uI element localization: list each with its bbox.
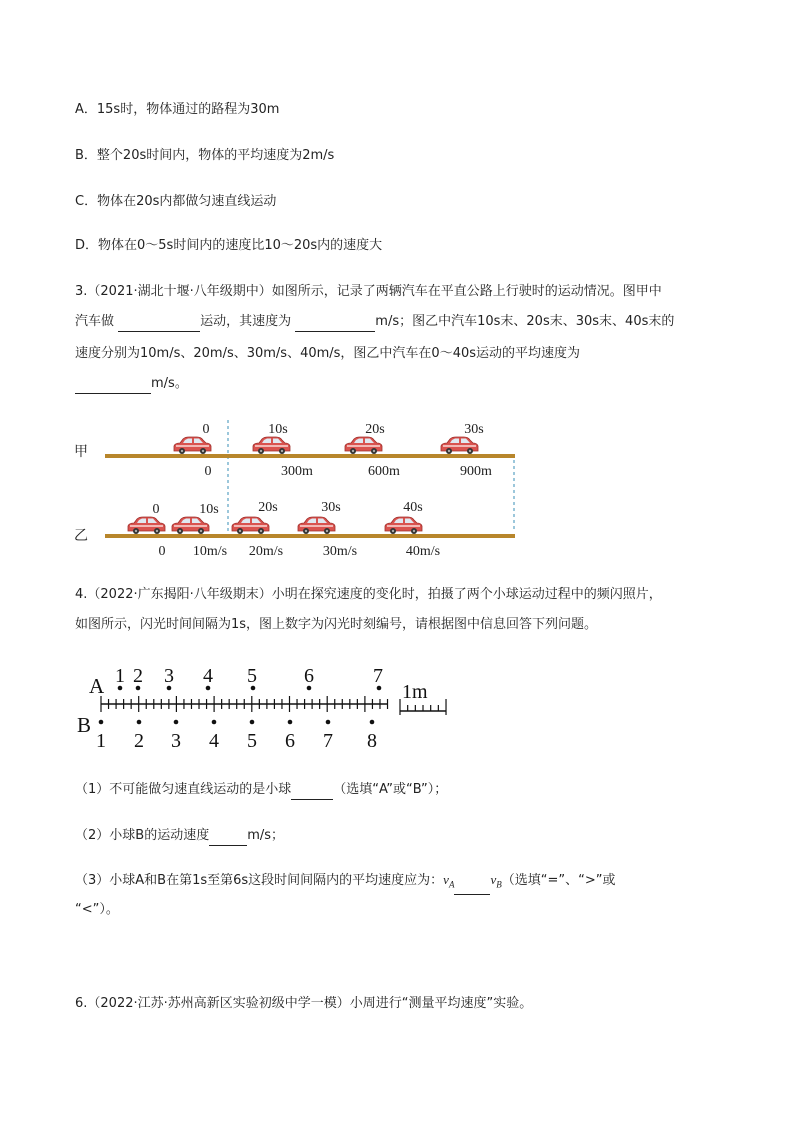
q3-blank-1[interactable] — [118, 316, 200, 332]
ball-a-num-1: 1 — [115, 665, 125, 687]
ball-b-num-4: 4 — [209, 730, 219, 752]
jia-car-2 — [253, 437, 290, 454]
ball-b-num-8: 8 — [367, 730, 377, 752]
yi-mark-0: 0 — [158, 544, 166, 559]
q4-sub3 — [75, 870, 615, 895]
q4-sub3-cont: “<”）。 — [75, 902, 119, 917]
yi-mark-40: 40m/s — [405, 544, 441, 559]
jia-mark-300m: 300m — [281, 464, 313, 479]
yi-car-3 — [232, 517, 269, 534]
jia-mark-0: 0 — [204, 464, 212, 479]
yi-time-20s: 20s — [258, 500, 278, 515]
ball-a-num-3: 3 — [164, 665, 174, 687]
option-c: C．物体在20s内都做匀速直线运动 — [75, 194, 277, 209]
ball-a-num-2: 2 — [133, 665, 143, 687]
scale-label: 1m — [402, 681, 428, 703]
yi-mark-30: 30m/s — [322, 544, 358, 559]
jia-car-4 — [441, 437, 478, 454]
q4-sub2-text-b: m/s； — [247, 828, 285, 843]
vb-subscript: B — [496, 879, 502, 890]
option-b: B．整个20s时间内，物体的平均速度为2m/s — [75, 148, 335, 163]
q4-blank-1[interactable] — [291, 784, 333, 800]
ball-a-num-7: 7 — [373, 665, 383, 687]
yi-time-0: 0 — [152, 502, 160, 517]
q4-sub3-text-b: （选填“=”、“>”或 — [501, 873, 616, 888]
va-subscript: A — [448, 879, 455, 890]
q3-text-c: m/s；图乙中汽车10s末、20s末、30s末、40s末的 — [375, 314, 675, 329]
jia-time-20s: 20s — [365, 422, 385, 437]
q4-sub3-text-a: （3）小球A和B在第1s至第6s这段时间间隔内的平均速度应为： — [75, 873, 444, 888]
q4-sub1-text-b: （选填“A”或“B”）； — [333, 782, 448, 797]
vb-symbol: v — [490, 872, 497, 887]
q3-line1: 3.（2021·湖北十堰·八年级期中）如图所示，记录了两辆汽车在平直公路上行驶时的运动情况。图甲中 — [75, 284, 662, 299]
jia-time-10s: 10s — [268, 422, 288, 437]
q4-line2: 如图所示，闪光时间间隔为1s，图上数字为闪光时刻编号，请根据图中信息回答下列问题。 — [75, 617, 598, 632]
q4-sub2 — [75, 826, 284, 846]
car-motion-figure — [60, 410, 530, 570]
yi-mark-20: 20m/s — [248, 544, 284, 559]
jia-mark-600m: 600m — [368, 464, 400, 479]
yi-label: 乙 — [74, 528, 88, 544]
ball-a-num-4: 4 — [203, 665, 213, 687]
jia-car-1 — [174, 437, 211, 454]
yi-car-2 — [172, 517, 209, 534]
yi-car-5 — [385, 517, 422, 534]
q3-line4 — [75, 374, 188, 394]
ball-b-num-1: 1 — [96, 730, 106, 752]
ball-b-label: B — [77, 713, 92, 737]
ball-b-num-3: 3 — [171, 730, 181, 752]
ball-b-dots — [99, 720, 375, 725]
q3-text-b: 运动，其速度为 — [200, 314, 296, 329]
yi-car-1 — [128, 517, 165, 534]
ball-a-num-5: 5 — [247, 665, 257, 687]
q3-line3: 速度分别为10m/s、20m/s、30m/s、40m/s，图乙中汽车在0～40s运动的平均速度为 — [75, 346, 581, 361]
jia-car-3 — [345, 437, 382, 454]
q4-blank-2[interactable] — [209, 830, 247, 846]
q3-line2 — [75, 312, 674, 332]
ball-a-num-6: 6 — [304, 665, 314, 687]
option-a: A．15s时，物体通过的路程为30m — [75, 102, 280, 117]
q4-sub1-text-a: （1）不可能做匀速直线运动的是小球 — [75, 782, 292, 797]
ball-b-num-6: 6 — [285, 730, 295, 752]
jia-mark-900m: 900m — [460, 464, 492, 479]
ball-b-num-7: 7 — [323, 730, 333, 752]
yi-mark-10: 10m/s — [192, 544, 228, 559]
yi-time-30s: 30s — [321, 500, 341, 515]
yi-car-4 — [298, 517, 335, 534]
jia-time-30s: 30s — [464, 422, 484, 437]
ball-a-label: A — [89, 674, 105, 698]
option-d: D．物体在0～5s时间内的速度比10～20s内的速度大 — [75, 238, 383, 253]
yi-time-40s: 40s — [403, 500, 423, 515]
q3-blank-2[interactable] — [295, 316, 375, 332]
q3-text-d: m/s。 — [151, 376, 188, 391]
jia-label: 甲 — [74, 444, 88, 460]
va-symbol: v — [443, 872, 449, 887]
q3-text-a: 汽车做 — [75, 314, 119, 329]
q4-blank-3[interactable] — [454, 879, 490, 895]
jia-road — [105, 454, 515, 458]
strobe-photo-figure — [75, 655, 455, 755]
ball-b-num-2: 2 — [134, 730, 144, 752]
q4-sub2-text-a: （2）小球B的运动速度 — [75, 828, 210, 843]
jia-time-0: 0 — [202, 422, 210, 437]
q4-line1: 4.（2022·广东揭阳·八年级期末）小明在探究速度的变化时，拍摄了两个小球运动过程中的频闪照片， — [75, 587, 662, 602]
yi-time-10s: 10s — [199, 502, 219, 517]
q3-blank-3[interactable] — [75, 378, 151, 394]
ball-b-num-5: 5 — [247, 730, 257, 752]
q4-sub1 — [75, 780, 447, 800]
q6-line1: 6.（2022·江苏·苏州高新区实验初级中学一模）小周进行“测量平均速度”实验。 — [75, 996, 533, 1011]
yi-road — [105, 534, 515, 538]
